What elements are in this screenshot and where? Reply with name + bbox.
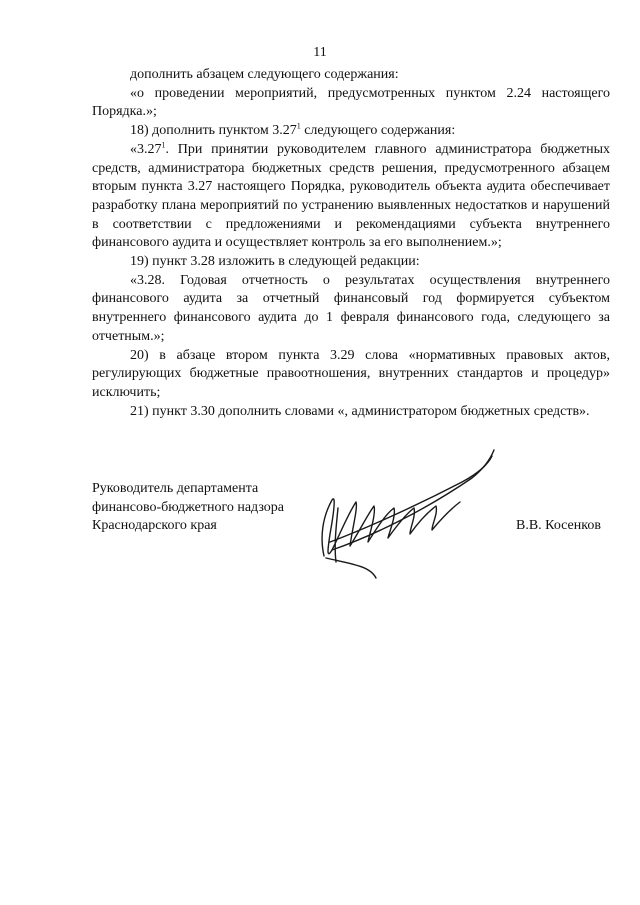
paragraph-1: дополнить абзацем следующего содержания: bbox=[130, 67, 399, 82]
paragraph-item-19: 19) пункт 3.28 изложить в следующей редакции: bbox=[130, 254, 420, 270]
paragraph-item-20: 20) в абзаце втором пункта 3.29 слова «нормативных правовых актов, регулирующих бюджетные правоотношения, внутренних стандартов и процедур» исключить; bbox=[92, 347, 610, 400]
superscript: 1 bbox=[296, 121, 301, 131]
paragraph-3-27-1: «3.27$^1$. При принятии руководителем главного администратора бюджетных средств, администратора бюджетных средств решения, предусмотренного абзацем вторым пункта 3.27 настоящего Порядка, руководитель объекта аудита обеспечивает разработку плана мероприятий по устранению выявленных недостатков и нарушений в соответствии с предложениями и рекомендациями субъекта внутреннего финансового аудита и осуществляет контроль за его выполнением.»; bbox=[92, 140, 610, 251]
paragraph-item-18: 18) дополнить пунктом 3.27$^1$ следующего содержания: bbox=[130, 121, 456, 139]
superscript: 1 bbox=[161, 140, 166, 150]
signer-position bbox=[92, 480, 292, 536]
paragraph-item-21: 21) пункт 3.30 дополнить словами «, администратором бюджетных средств». bbox=[130, 403, 590, 419]
signer-position-line: Руководитель департамента bbox=[92, 481, 259, 496]
page-number: 11 bbox=[313, 45, 327, 60]
handwritten-signature bbox=[312, 438, 502, 583]
signer-name: В.В. Косенков bbox=[516, 518, 601, 533]
signer-position-line: Краснодарского края bbox=[92, 518, 217, 534]
paragraph-3-28: «3.28. Годовая отчетность о результатах осуществления внутреннего финансового аудита за отчетный финансовый год формируется субъектом внутреннего финансового аудита до 1 февраля финансового года, следующего за отчетным.»; bbox=[92, 272, 610, 344]
document-body bbox=[92, 66, 610, 421]
paragraph-2: «о проведении мероприятий, предусмотренных пунктом 2.24 настоящего Порядка.»; bbox=[92, 85, 610, 120]
signer-position-line: финансово-бюджетного надзора bbox=[92, 499, 285, 515]
